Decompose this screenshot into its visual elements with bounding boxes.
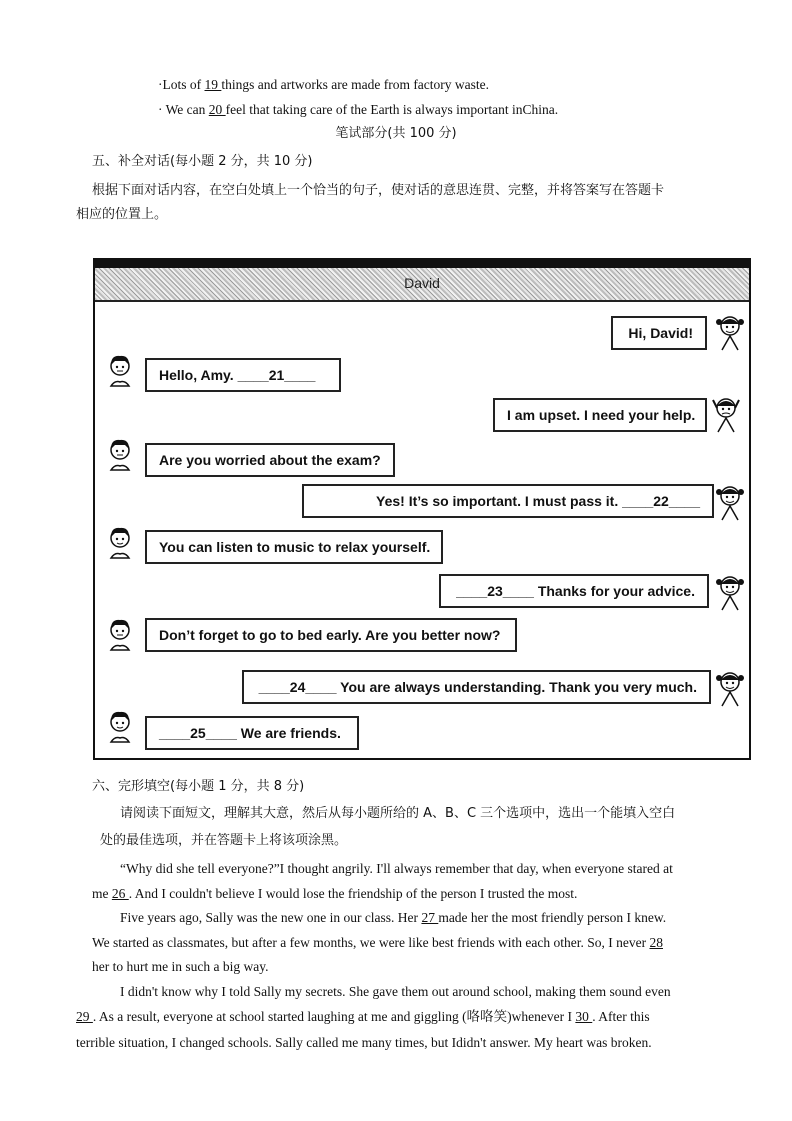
blank-28: 28 (649, 935, 663, 950)
section5-heading: 五、补全对话(每小题 2 分，共 10 分) (92, 154, 313, 169)
boy-avatar-icon (103, 616, 137, 656)
section6-instruction-1: 请阅读下面短文，理解其大意，然后从每小题所给的 A、B、C 三个选项中，选出一个能填入空白 (120, 806, 676, 821)
chat-message: Are you worried about the exam? (145, 443, 395, 477)
chat-top-border (95, 260, 749, 268)
chat-message: Yes! It’s so important. I must pass it. ____22____ (302, 484, 714, 518)
chat-message: Hi, David! (611, 316, 707, 350)
boy-avatar-icon (103, 352, 137, 392)
chat-message: ____23____ Thanks for your advice. (439, 574, 709, 608)
passage-p3-line3: terrible situation, I changed schools. Sally called me many times, but Ididn't answer. My heart was broken. (76, 1035, 652, 1050)
section6-heading: 六、完形填空(每小题 1 分，共 8 分) (92, 779, 305, 794)
passage-p1-line2 (92, 885, 577, 903)
girl-avatar-icon (713, 668, 747, 708)
p2-line2-text: We started as classmates, but after a few months, we were like best friends with each other. So, I never (92, 935, 650, 950)
section6-instruction-2: 处的最佳选项，并在答题卡上将该项涂黑。 (100, 833, 348, 848)
section5-instruction-1: 根据下面对话内容，在空白处填上一个恰当的句子，使对话的意思连贯、完整，并将答案写在答题卡 (92, 183, 665, 198)
girl-avatar-icon (709, 394, 743, 434)
passage-p3-line2 (76, 1008, 650, 1026)
q19-post: things and artworks are made from factory waste. (221, 77, 490, 92)
q20-post: feel that taking care of the Earth is always important inChina. (225, 102, 559, 117)
q20-pre: · We can (158, 102, 209, 117)
question-19-line (158, 76, 489, 94)
blank-29: 29 (76, 1009, 93, 1024)
p3-post: . After this (592, 1009, 650, 1024)
girl-avatar-icon (713, 572, 747, 612)
chat-message: Hello, Amy. ____21____ (145, 358, 341, 392)
chat-message: Don’t forget to go to bed early. Are you better now? (145, 618, 517, 652)
blank-27: 27 (421, 910, 439, 925)
chat-message: I am upset. I need your help. (493, 398, 707, 432)
passage-p2-line1 (120, 909, 666, 927)
p2-pre: Five years ago, Sally was the new one in our class. Her (120, 910, 422, 925)
chat-window (93, 258, 751, 760)
p2-post: made her the most friendly person I knew. (438, 910, 667, 925)
chat-message: You can listen to music to relax yourself. (145, 530, 443, 564)
chat-message: ____25____ We are friends. (145, 716, 359, 750)
boy-avatar-icon (103, 436, 137, 476)
chat-message: ____24____ You are always understanding. Thank you very much. (242, 670, 711, 704)
chat-title: David (404, 275, 440, 291)
passage-p2-line3: her to hurt me in such a big way. (92, 959, 269, 974)
passage-p2-line2 (92, 934, 663, 952)
passage-p1-line1: “Why did she tell everyone?”I thought angrily. I'll always remember that day, when everyone stared at (120, 861, 673, 876)
p3-mid: . As a result, everyone at school started laughing at me and giggling (咯咯笑)whenever I (92, 1009, 576, 1024)
written-section-title: 笔试部分(共 100 分) (335, 126, 457, 141)
boy-avatar-icon (103, 708, 137, 748)
p1-pre: me (92, 886, 112, 901)
chat-header (95, 268, 749, 302)
section5-instruction-2: 相应的位置上。 (76, 207, 168, 222)
boy-avatar-icon (103, 524, 137, 564)
q19-pre: ·Lots of (158, 77, 205, 92)
girl-avatar-icon (713, 482, 747, 522)
question-20-line (158, 101, 558, 119)
passage-p3-line1: I didn't know why I told Sally my secrets. She gave them out around school, making them sound even (120, 984, 671, 999)
girl-avatar-icon (713, 312, 747, 352)
blank-20: 20 (208, 102, 226, 117)
blank-30: 30 (575, 1009, 593, 1024)
blank-26: 26 (111, 886, 129, 901)
blank-19: 19 (204, 77, 222, 92)
p1-post: . And I couldn't believe I would lose the friendship of the person I trusted the most. (128, 886, 578, 901)
